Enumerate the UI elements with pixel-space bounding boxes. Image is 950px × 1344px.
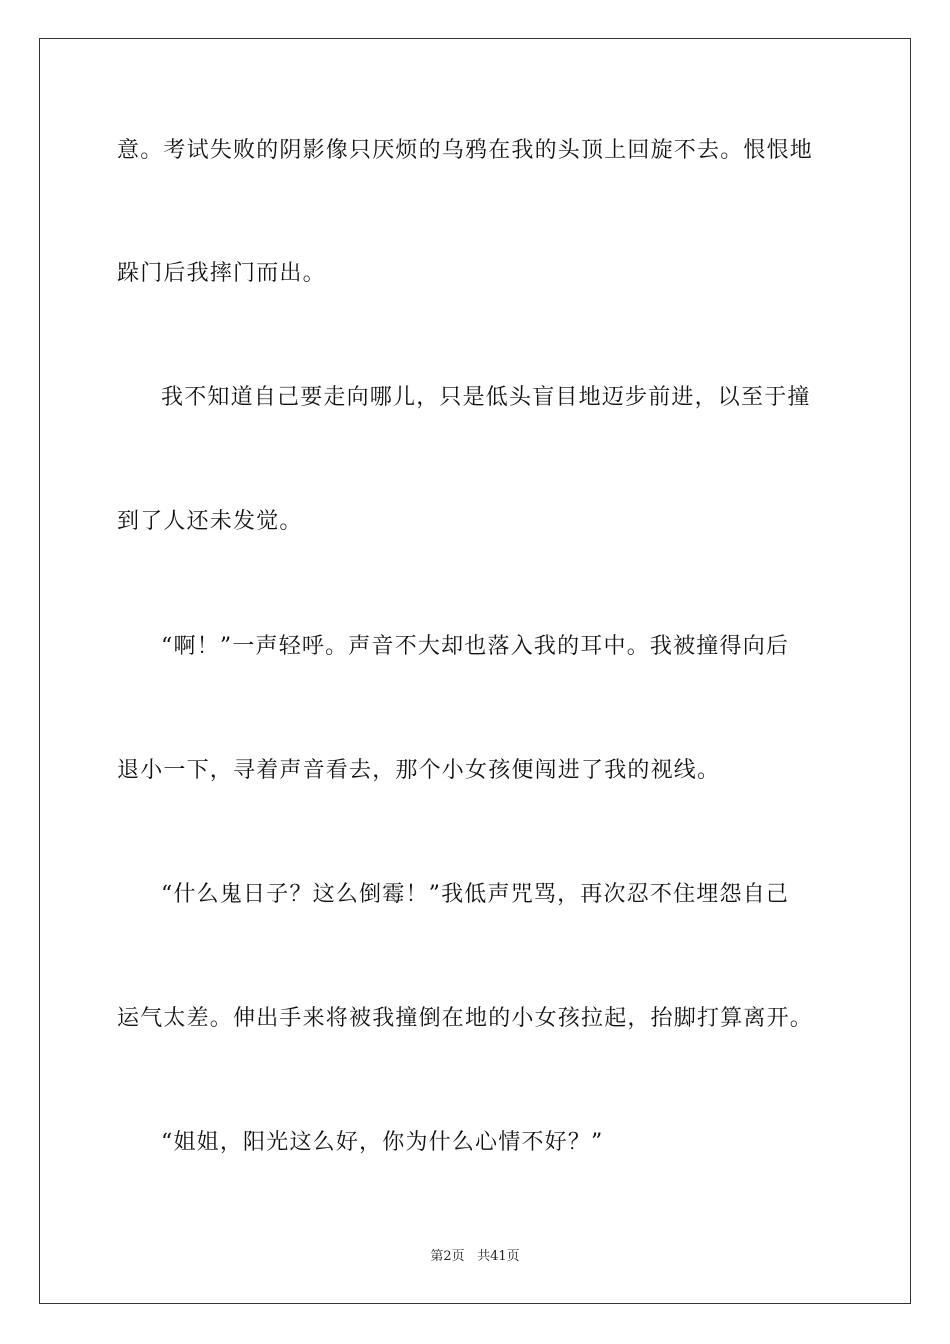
text-line-2: 跺门后我摔门而出。: [117, 261, 326, 286]
text-line-9: “姐姐，阳光这么好，你为什么心情不好？”: [161, 1130, 604, 1155]
text-line-5: “啊！”一声轻呼。声音不大却也落入我的耳中。我被撞得向后: [161, 634, 790, 659]
text-line-8: 运气太差。伸出手来将被我撞倒在地的小女孩拉起，抬脚打算离开。: [117, 1006, 814, 1031]
page-total: 共41页: [477, 1249, 520, 1264]
text-line-7: “什么鬼日子？这么倒霉！”我低声咒骂，再次忍不住埋怨自己: [161, 882, 790, 907]
page-number: 第2页: [430, 1249, 465, 1264]
text-line-4: 到了人还未发觉。: [117, 509, 303, 534]
text-line-3: 我不知道自己要走向哪儿，只是低头盲目地迈步前进，以至于撞: [161, 385, 811, 410]
page-border: [39, 38, 911, 1304]
text-line-1: 意。考试失败的阴影像只厌烦的乌鸦在我的头顶上回旋不去。恨恨地: [117, 138, 814, 163]
page-footer: [0, 1249, 950, 1265]
text-line-6: 退小一下，寻着声音看去，那个小女孩便闯进了我的视线。: [117, 758, 721, 783]
